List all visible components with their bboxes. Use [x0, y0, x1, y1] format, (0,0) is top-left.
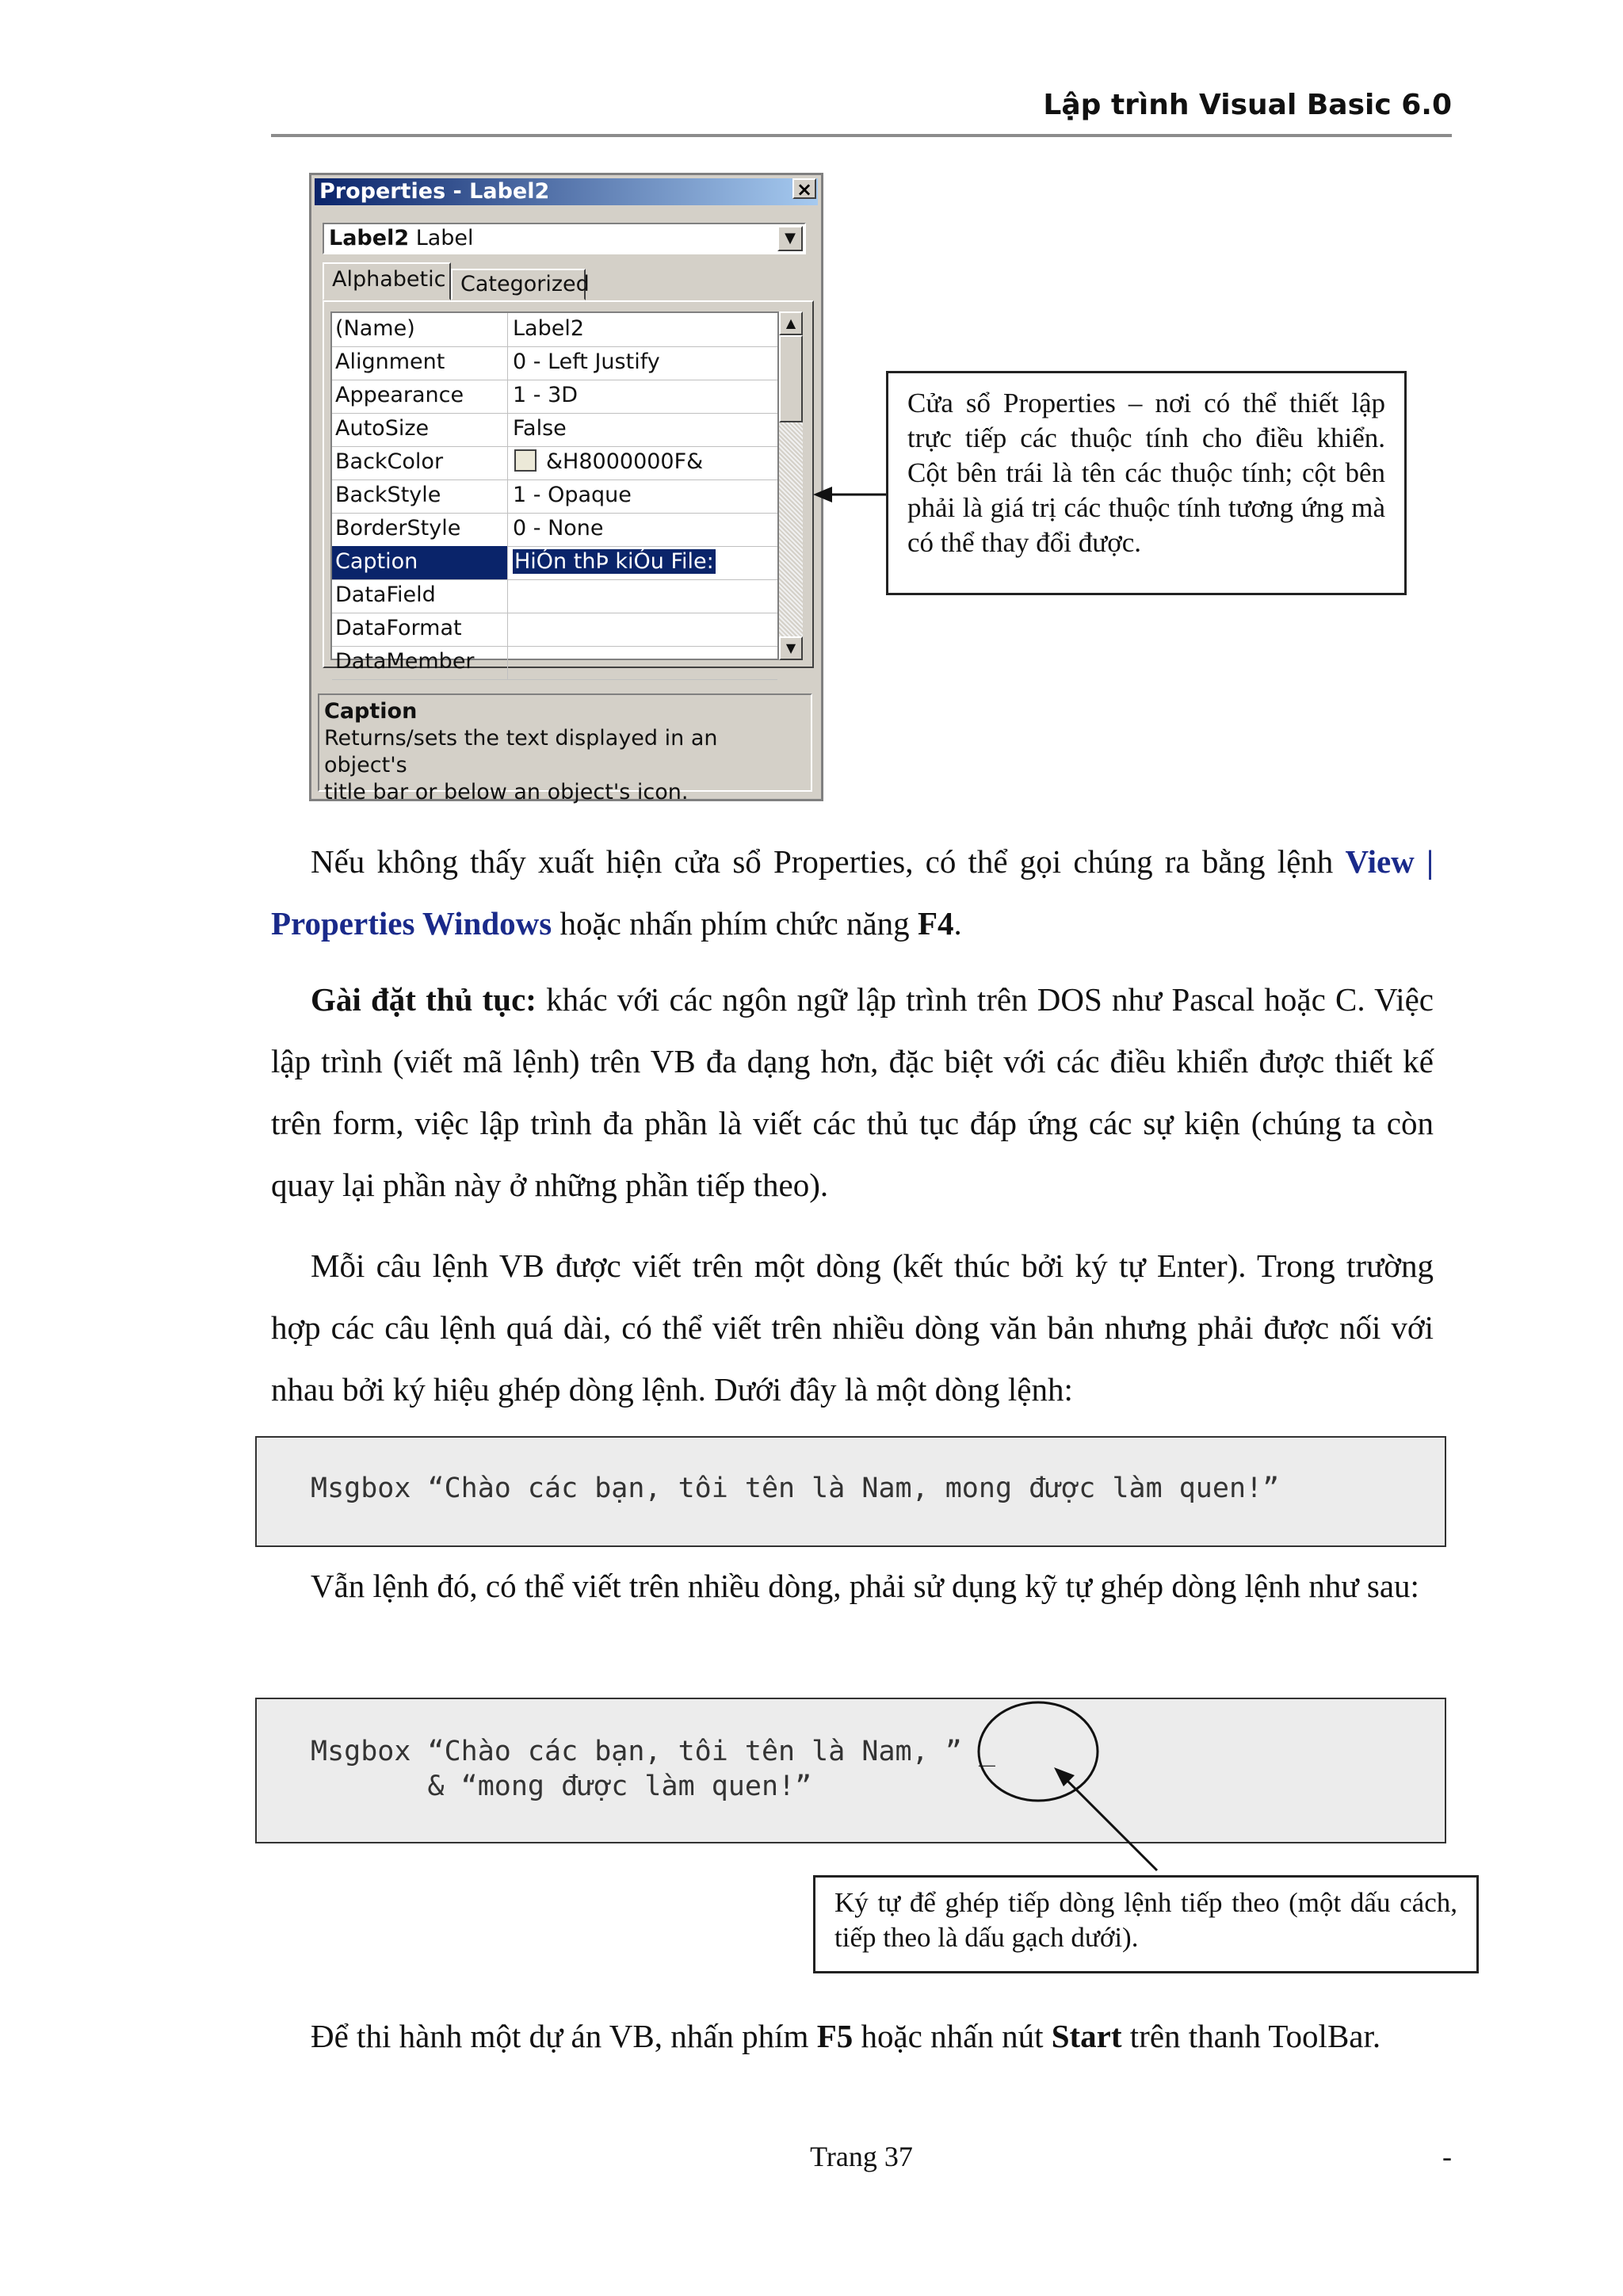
continuation-callout: Ký tự để ghép tiếp dòng lệnh tiếp theo (một dấu cách, tiếp theo là dấu gạch dưới).	[813, 1875, 1479, 1973]
page-number: Trang 37	[810, 2141, 913, 2172]
description-line: title bar or below an object's icon.	[324, 780, 689, 804]
property-row[interactable]	[332, 413, 777, 447]
button-name: Start	[1051, 2018, 1122, 2054]
description-pane	[318, 693, 812, 804]
highlight-circle-icon	[975, 1696, 1165, 1886]
paragraph: Vẫn lệnh đó, có thể viết trên nhiều dòng, phải sử dụng kỹ tự ghép dòng lệnh như sau:	[311, 1568, 1419, 1604]
callout-arrow-icon	[808, 476, 896, 507]
close-icon[interactable]: ×	[792, 178, 816, 199]
object-combo[interactable]	[323, 223, 806, 254]
property-value[interactable]	[510, 546, 777, 579]
property-name: DataField	[332, 579, 508, 613]
property-row[interactable]	[332, 613, 777, 647]
property-row[interactable]	[332, 479, 777, 514]
paragraph: Mỗi câu lệnh VB được viết trên một dòng (kết thúc bởi ký tự Enter). Trong trường hợp các câu lệnh quá dài, có thể viết trên nhiều dòng văn bản nhưng phải được nối với nhau bởi ký hiệu ghép dòng lệnh. Dưới đây là một dòng lệnh:	[271, 1247, 1434, 1408]
property-row-selected[interactable]	[332, 546, 777, 580]
text-run: Nếu không thấy xuất hiện cửa sổ Properties, có thể gọi chúng ra bằng lệnh	[311, 843, 1346, 880]
property-value[interactable]	[510, 446, 777, 479]
code-line: Msgbox “Chào các bạn, tôi tên là Nam, ” _	[311, 1736, 995, 1767]
property-value[interactable]	[510, 646, 777, 679]
tab-categorized[interactable]: Categorized	[451, 269, 586, 300]
scroll-down-icon[interactable]: ▼	[779, 636, 803, 660]
object-name: Label2	[329, 226, 410, 250]
property-name: DataMember	[332, 646, 508, 679]
property-row[interactable]	[332, 380, 777, 414]
property-value[interactable]: 1 - 3D	[513, 383, 579, 407]
property-row[interactable]	[332, 313, 777, 347]
key-name: F4	[917, 905, 954, 942]
vertical-scrollbar[interactable]	[779, 311, 803, 660]
scroll-thumb[interactable]	[779, 335, 803, 422]
code-block	[255, 1698, 1446, 1843]
paragraph-lead: Gài đặt thủ tục:	[311, 981, 537, 1018]
property-name: Caption	[332, 546, 508, 579]
window-title: Properties - Label2	[315, 178, 818, 205]
property-name: BackStyle	[332, 479, 508, 513]
property-grid	[330, 311, 779, 674]
property-value[interactable]: 1 - Opaque	[513, 483, 632, 507]
property-value[interactable]: Label2	[513, 316, 585, 341]
text-run: trên thanh ToolBar.	[1121, 2018, 1381, 2054]
paragraph	[271, 2005, 1434, 2067]
menu-path: View | Properties Windows	[271, 843, 1434, 942]
code-line: Msgbox “Chào các bạn, tôi tên là Nam, mong được làm quen!”	[311, 1473, 1280, 1504]
code-line: & “mong được làm quen!”	[311, 1771, 812, 1802]
footer-mark: -	[1442, 2141, 1452, 2172]
properties-callout: Cửa sổ Properties – nơi có thể thiết lập trực tiếp các thuộc tính cho điều khiển. Cột bên trái là tên các thuộc tính; cột bên phải là giá trị các thuộc tính tương ứng mà có thể thay đổi được.	[886, 371, 1407, 595]
property-name: DataFormat	[332, 613, 508, 646]
color-swatch-icon	[514, 449, 537, 472]
property-row[interactable]	[332, 646, 777, 680]
property-row[interactable]	[332, 346, 777, 380]
property-value[interactable]	[510, 579, 777, 613]
header-rule	[271, 134, 1452, 137]
property-row[interactable]	[332, 513, 777, 547]
description-title: Caption	[324, 699, 418, 724]
text-run: khác với các ngôn ngữ lập trình trên DOS như Pascal hoặc C. Việc lập trình (viết mã lệnh) trên VB đa dạng hơn, đặc biệt với các điều khiển được thiết kế trên form, việc lập trình đa phần là viết các thủ tục đáp ứng các sự kiện (chúng ta còn quay lại phần này ở những phần tiếp theo).	[271, 981, 1434, 1203]
paragraph	[271, 968, 1434, 1216]
properties-window	[309, 173, 823, 804]
property-row[interactable]	[332, 579, 777, 613]
property-name: (Name)	[332, 313, 508, 346]
running-header: Lập trình Visual Basic 6.0	[1043, 89, 1452, 121]
text-run: hoặc nhấn nút	[853, 2018, 1052, 2054]
code-block	[255, 1436, 1446, 1547]
property-name: Alignment	[332, 346, 508, 380]
property-name: Appearance	[332, 380, 508, 413]
caption-value-input[interactable]: HiÓn thÞ kiÓu File:	[514, 549, 714, 574]
property-name: BorderStyle	[332, 513, 508, 546]
property-value-text: &H8000000F&	[546, 449, 704, 474]
chevron-down-icon[interactable]: ▼	[777, 226, 803, 251]
property-name: AutoSize	[332, 413, 508, 446]
key-name: F5	[816, 2018, 854, 2054]
text-run: .	[953, 905, 962, 942]
property-value[interactable]	[510, 613, 777, 646]
property-value[interactable]: False	[513, 416, 567, 441]
text-run: Để thi hành một dự án VB, nhấn phím	[311, 2018, 817, 2054]
property-row[interactable]	[332, 446, 777, 480]
property-value[interactable]: 0 - None	[513, 516, 604, 541]
description-line: Returns/sets the text displayed in an object's	[324, 726, 718, 777]
object-type: Label	[415, 226, 474, 250]
property-name: BackColor	[332, 446, 508, 479]
text-run: hoặc nhấn phím chức năng	[552, 905, 918, 942]
paragraph	[271, 831, 1434, 954]
scroll-up-icon[interactable]: ▲	[779, 311, 803, 335]
property-value[interactable]: 0 - Left Justify	[513, 350, 660, 374]
tab-alphabetic[interactable]: Alphabetic	[323, 262, 451, 300]
